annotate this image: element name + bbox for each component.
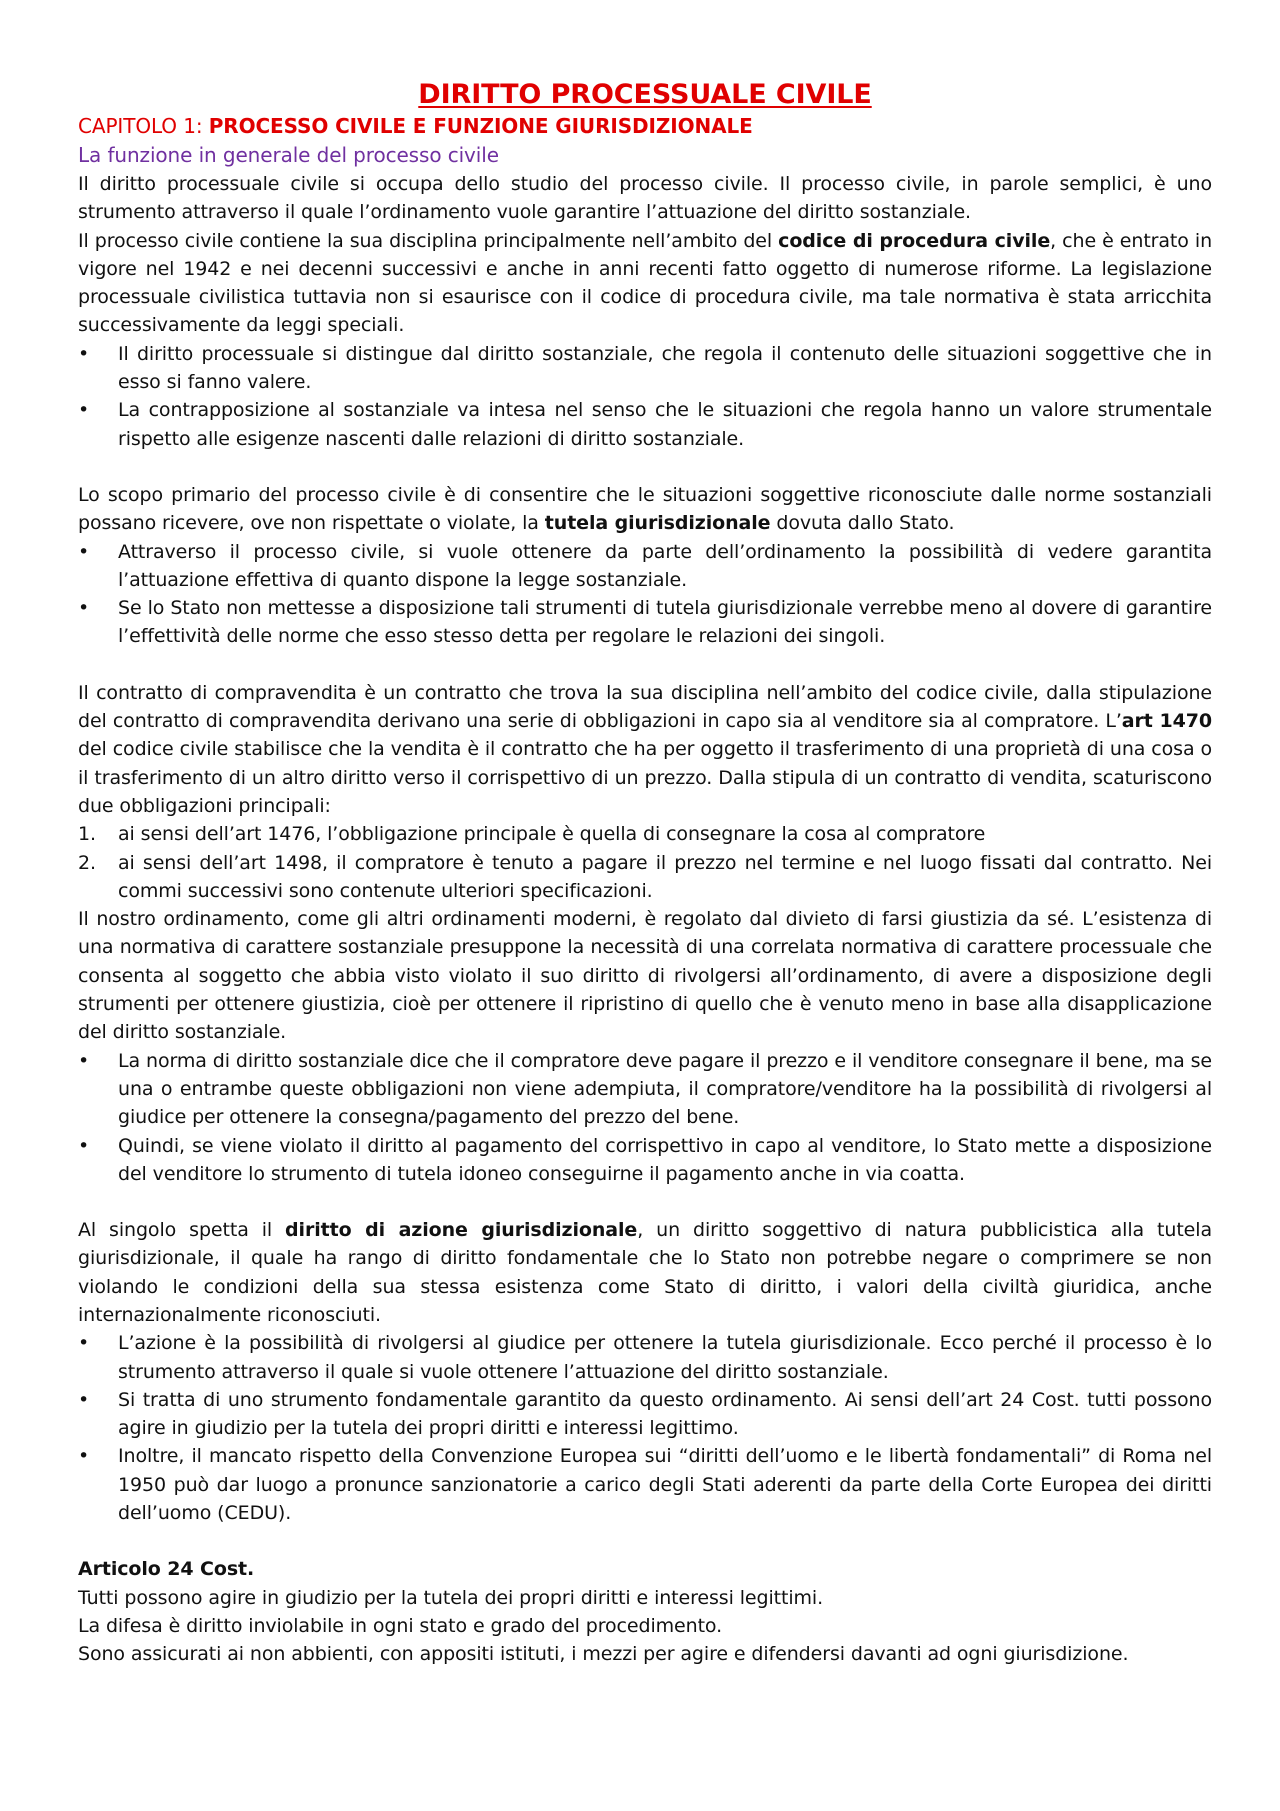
list-item: • Inoltre, il mancato rispetto della Convenzione Europea sui “diritti dell’uomo e le libertà fondamentali” di Roma nel 1950 può dar luogo a pronunce sanzionatorie a carico degli Stati aderenti da parte della Corte Europea dei diritti dell’uomo (CEDU). (78, 1442, 1212, 1527)
intro-paragraph-2: Il processo civile contiene la sua disciplina principalmente nell’ambito del codice di procedura civile, che è entrato in vigore nel 1942 e nei decenni successivi e anche in anni recenti fatto oggetto di numerose riforme. La legislazione processuale civilistica tuttavia non si esaurisce con il codice di procedura civile, ma tale normativa è stata arricchita successivamente da leggi speciali. (78, 229, 1213, 337)
intro-paragraph-1: Il diritto processuale civile si occupa dello studio del processo civile. Il processo civile, in parole semplici, è uno strumento attraverso il quale l’ordinamento vuole garantire l’attuazione del diritto sostanziale. (78, 173, 1212, 224)
bullet-icon: • (78, 597, 90, 620)
bold-term: tutela giurisdizionale (544, 512, 771, 535)
list-item: 1. ai sensi dell’art 1476, l’obbligazione principale è quella di consegnare la cosa al compratore (78, 820, 1212, 848)
bullet-icon: • (78, 1049, 90, 1072)
paragraph-gap (78, 1527, 1212, 1555)
bullet-icon: • (78, 1332, 90, 1355)
list-item: • Se lo Stato non mettesse a disposizione tali strumenti di tutela giurisdizionale verrebbe meno al dovere di garantire l’effettività delle norme che esso stesso detta per regolare le relazioni dei singoli. (78, 594, 1212, 651)
bold-term: diritto di azione giurisdizionale (285, 1219, 638, 1242)
list-item: • Il diritto processuale si distingue dal diritto sostanziale, che regola il contenuto delle situazioni soggettive che in esso si fanno valere. (78, 340, 1212, 397)
bullet-icon: • (78, 1134, 90, 1157)
article-24-line-3: Sono assicurati ai non abbienti, con appositi istituti, i mezzi per agire e difendersi davanti ad ogni giurisdizione. (78, 1643, 1129, 1666)
chapter-heading (78, 112, 1212, 141)
bullet-icon: • (78, 399, 90, 422)
paragraph-gap (78, 1188, 1212, 1216)
list-item: • Attraverso il processo civile, si vuole ottenere da parte dell’ordinamento la possibilità di vedere garantita l’attuazione effettiva di quanto dispone la legge sostanziale. (78, 538, 1212, 595)
article-24-line-2: La difesa è diritto inviolabile in ogni stato e grado del procedimento. (78, 1614, 723, 1637)
intro-bullet-list (78, 340, 1212, 453)
list-item: 2. ai sensi dell’art 1498, il compratore è tenuto a pagare il prezzo nel termine e nel luogo fissati dal contratto. Nei commi successivi sono contenute ulteriori specificazioni. (78, 849, 1212, 906)
list-item: • Quindi, se viene violato il diritto al pagamento del corrispettivo in capo al venditore, lo Stato mette a disposizione del venditore lo strumento di tutela idoneo conseguirne il pagamento anche in via coatta. (78, 1132, 1212, 1189)
obligations-numbered-list (78, 820, 1212, 905)
action-bullet-list (78, 1329, 1212, 1527)
bold-term: codice di procedura civile (778, 229, 1051, 252)
list-number: 2. (78, 851, 96, 874)
action-paragraph: Al singolo spetta il diritto di azione giurisdizionale, un diritto soggettivo di natura pubblicistica alla tutela giurisdizionale, il quale ha rango di diritto fondamentale che lo Stato non potrebbe negare o comprimere se non violando le condizioni della sua stessa esistenza come Stato di diritto, i valori della civiltà giuridica, anche internazionalmente riconosciuti. (78, 1219, 1212, 1326)
scope-paragraph: Lo scopo primario del processo civile è di consentire che le situazioni soggettive riconosciute dalle norme sostanziali possano ricevere, ove non rispettate o violate, la tutela giurisdizionale dovuta dallo Stato. (78, 483, 1212, 535)
contract-paragraph: Il contratto di compravendita è un contratto che trova la sua disciplina nell’ambito del codice civile, dalla stipulazione del contratto di compravendita derivano una serie di obbligazioni in capo sia al venditore sia al compratore. L’art 1470 del codice civile stabilisce che la vendita è il contratto che ha per oggetto il trasferimento di una proprietà di una cosa o il trasferimento di un altro diritto verso il corrispettivo di un prezzo. Dalla stipula di un contratto di vendita, scaturiscono due obbligazioni principali: (78, 681, 1212, 817)
bullet-icon: • (78, 1388, 90, 1411)
paragraph-gap (78, 453, 1212, 481)
scope-bullet-list (78, 538, 1212, 651)
list-number: 1. (78, 823, 96, 846)
contract-bullet-list (78, 1047, 1212, 1188)
ordinamento-paragraph: Il nostro ordinamento, come gli altri ordinamenti moderni, è regolato dal divieto di farsi giustizia da sé. L’esistenza di una normativa di carattere sostanziale presuppone la necessità di una correlata normativa di carattere processuale che consenta al soggetto che abbia visto violato il suo diritto di rivolgersi all’ordinamento, di avere a disposizione degli strumenti per ottenere giustizia, cioè per ottenere il ripristino di quello che è venuto meno in base alla disapplicazione del diritto sostanziale. (78, 908, 1212, 1044)
article-24-heading: Articolo 24 Cost. (78, 1558, 255, 1581)
list-item: • Si tratta di uno strumento fondamentale garantito da questo ordinamento. Ai sensi dell’art 24 Cost. tutti possono agire in giudizio per la tutela dei propri diritti e interessi legittimo. (78, 1386, 1212, 1443)
bullet-icon: • (78, 342, 90, 365)
chapter-name: PROCESSO CIVILE E FUNZIONE GIURISDIZIONALE (208, 114, 753, 138)
document-title: DIRITTO PROCESSUALE CIVILE (418, 79, 872, 110)
bold-term: art 1470 (1121, 710, 1212, 733)
list-item: • L’azione è la possibilità di rivolgersi al giudice per ottenere la tutela giurisdizionale. Ecco perché il processo è lo strumento attraverso il quale si vuole ottenere l’attuazione del diritto sostanziale. (78, 1329, 1212, 1386)
chapter-prefix: CAPITOLO 1: (78, 114, 209, 138)
list-item: • La norma di diritto sostanziale dice che il compratore deve pagare il prezzo e il venditore consegnare il bene, ma se una o entrambe queste obbligazioni non viene adempiuta, il compratore/venditore ha la possibilità di rivolgersi al giudice per ottenere la consegna/pagamento del prezzo del bene. (78, 1047, 1212, 1132)
list-item: • La contrapposizione al sostanziale va intesa nel senso che le situazioni che regola hanno un valore strumentale rispetto alle esigenze nascenti dalle relazioni di diritto sostanziale. (78, 396, 1212, 453)
bullet-icon: • (78, 1445, 90, 1468)
bullet-icon: • (78, 540, 90, 563)
article-24-line-1: Tutti possono agire in giudizio per la tutela dei propri diritti e interessi legittimi. (78, 1586, 824, 1609)
section-heading: La funzione in generale del processo civile (78, 143, 499, 167)
paragraph-gap (78, 651, 1212, 679)
